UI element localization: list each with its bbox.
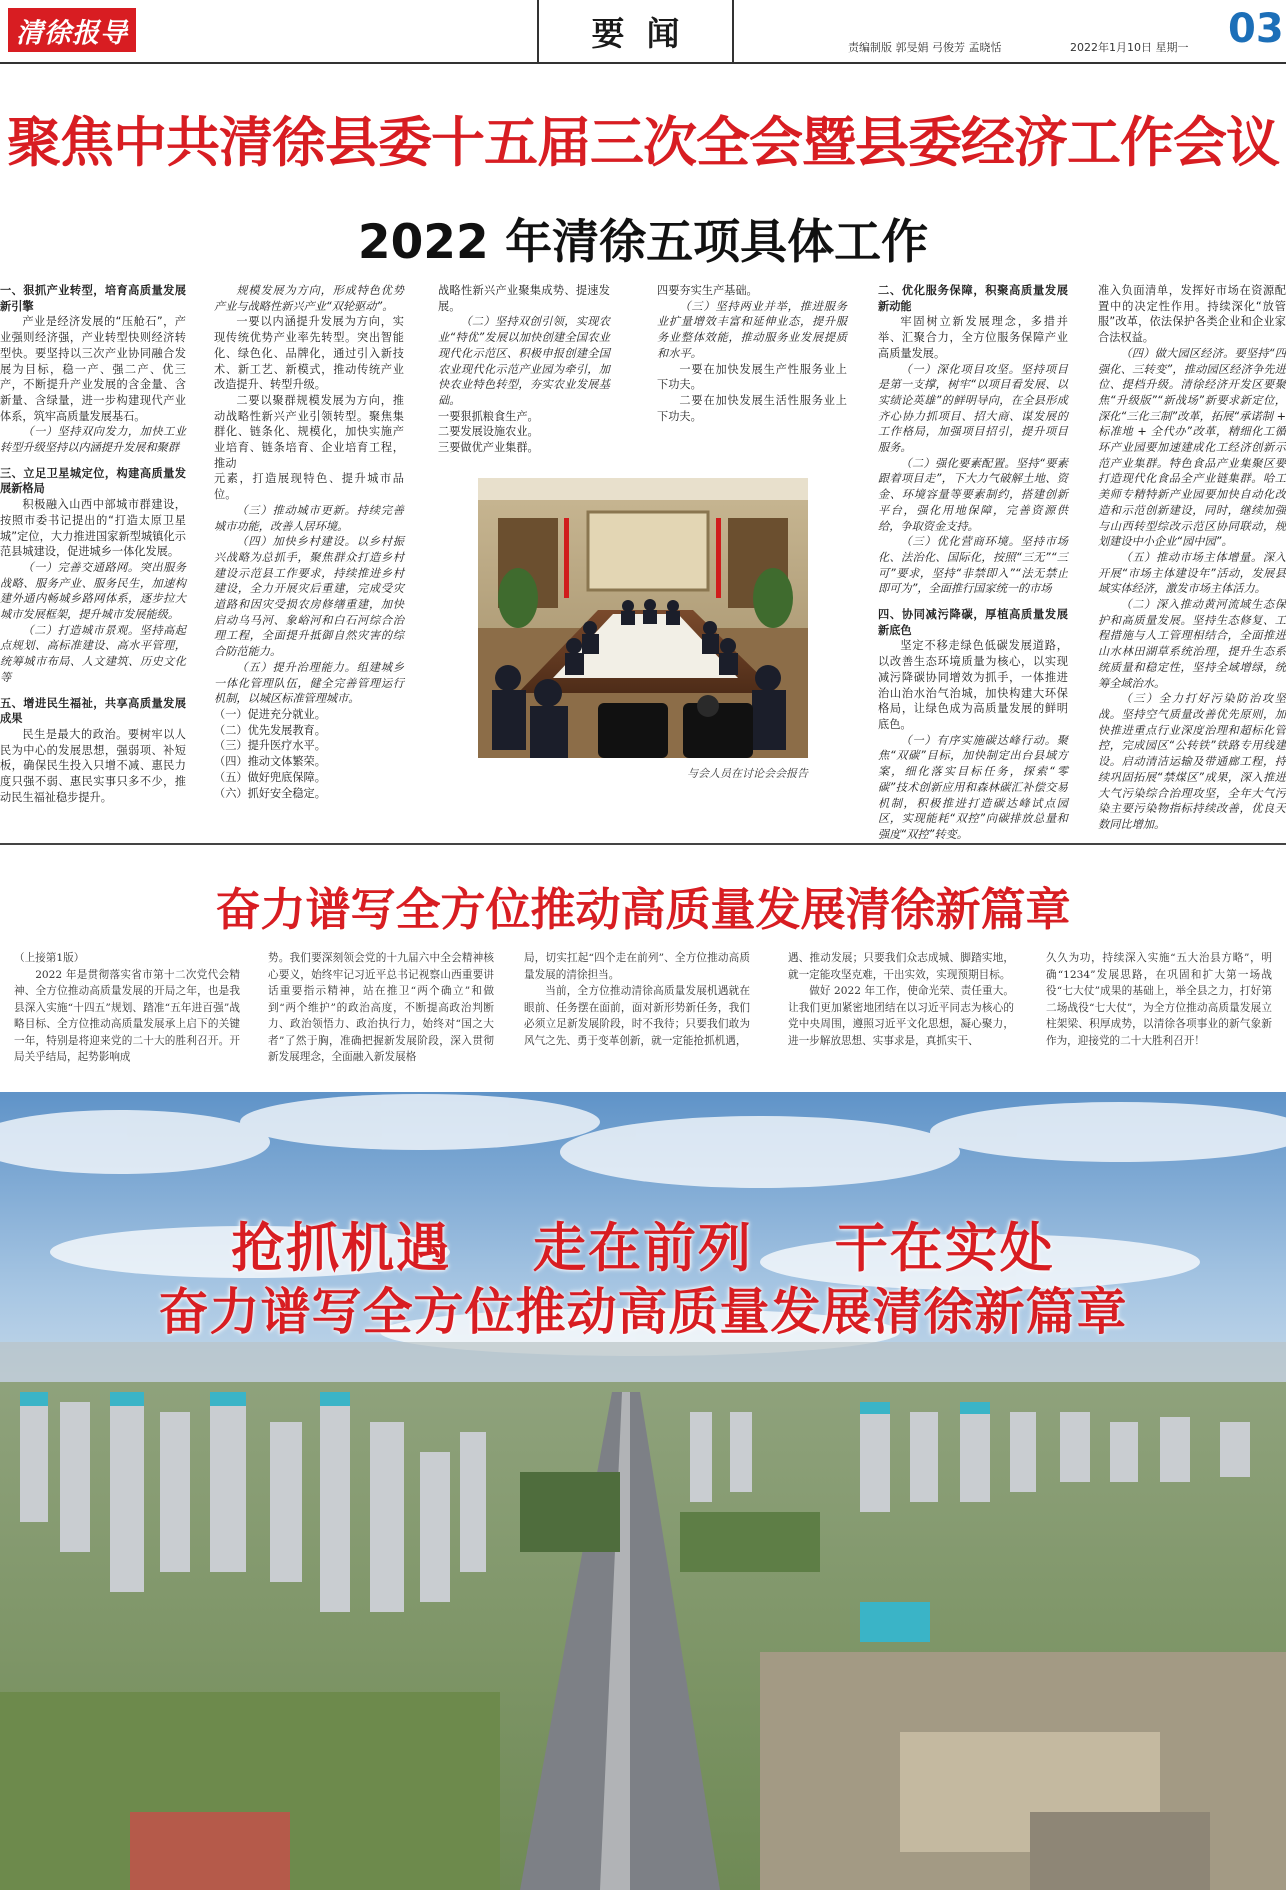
paragraph: （四）加快乡村建设。以乡村振兴战略为总抓手，聚焦群众打造乡村建设示范县工作要求，持续推进乡村建设，全力开展灾后重建，完成受灾道路和因灾受损农房修缮重建，加快启动乌马河、象峪河和白石河综合治理工程，全面提升抵御自然灾害的综合防范能力。 xyxy=(214,535,404,659)
section-heading: 一、狠抓产业转型，培育高质量发展新引擎 xyxy=(0,284,186,313)
paragraph: 战略性新兴产业聚集成势、提速发展。 xyxy=(438,284,610,313)
paragraph: （五）推动市场主体增量。深入开展“市场主体建设年”活动，发展县域实体经济，激发市场主体活力。 xyxy=(1098,550,1286,596)
paragraph: （三）坚持两业并举，推进服务业扩量增效丰富和延伸业态，提升服务业整体效能，推动服务业发展提质和水平。 xyxy=(657,299,847,360)
paragraph: （四）做大园区经济。要坚持“四强化、三转变”，推动园区经济争先进位、提档升级。清徐经济开发区要聚焦“升级版”“新战场”新要求新定位，深化“三化三制”改革，拓展“承诺制 + 标准地 + 全代办”改革，精细化工循环产业园要加速建成化工经济创新示范产业集群。特色食品产业集聚区要打造现代化食品全产业链集群。哈工美师专精特新产业园要加快自动化改造和示范创新建设，同时，继续加强与山西转型综改示范区协同联动，规划建设中小企业“园中园”。 xyxy=(1098,346,1286,549)
paragraph: （三）优化营商环境。坚持市场化、法治化、国际化，按照“三无”“三可”要求，坚持“非禁即入”“法无禁止即可为”，全面推行国家统一的市场 xyxy=(878,535,1068,596)
section-heading: 四、协同减污降碳，厚植高质量发展新底色 xyxy=(878,608,1068,637)
newspaper-logo: 清徐报导 xyxy=(8,8,136,52)
lower-column-1 xyxy=(14,950,240,1063)
section-heading: 二、优化服务保障，积聚高质量发展新动能 xyxy=(878,284,1068,313)
paragraph: 久久为功，持续深入实施“五大治县方略”，明确“1234”发展思路，在巩固和扩大第一场战役“七大仗”成果的基础上，举全县之力，打好第二场战役“七大仗”，为全方位推动高质量发展立柱架梁、积厚成势，以清徐各项事业的新气象新作为，迎接党的二十大胜利召开！ xyxy=(1046,952,1272,1047)
paragraph: （一）完善交通路网。突出服务战略、服务产业、服务民生，加速构建外通内畅城乡路网体系，逐步拉大城市发展框架，提升城市发展能级。 xyxy=(0,560,186,622)
paragraph: 二要在加快发展生活性服务业上下功夫。 xyxy=(657,393,847,423)
paragraph: 遇、推动发展；只要我们众志成城、脚踏实地，就一定能攻坚克难，干出实效，实现预期目标。 xyxy=(788,952,1014,981)
paragraph: 规模发展为方向，形成特色优势产业与战略性新兴产业“双轮驱动”。 xyxy=(214,284,404,313)
paragraph: 准入负面清单，发挥好市场在资源配置中的决定性作用。持续深化“放管服”改革，依法保护各类企业和企业家合法权益。 xyxy=(1098,284,1286,345)
section-heading: 五、增进民生福祉，共享高质量发展成果 xyxy=(0,696,186,726)
paragraph: 2022 年是贯彻落实省市第十二次党代会精神、全方位推动高质量发展的开局之年，也是我县深入实施“十四五”规划、踏准“五年进百强”战略目标、全方位推动高质量发展承上启下的关键一年，特别是将迎来党的二十大的胜利召开。开局关乎结局，起势影响成 xyxy=(14,968,240,1063)
paragraph: （五）做好兜底保障。 xyxy=(214,770,326,784)
editors-credit: 责编制版 郭旻娟 弓俊芳 孟晓恬 xyxy=(848,41,1002,54)
paragraph: 民生是最大的政治。要树牢以人民为中心的发展思想，强弱项、补短板，确保民生投入只增不减、惠民力度只强不弱、惠民实事只多不少，推动民生福祉稳步提升。 xyxy=(0,727,186,804)
paragraph: 势。我们要深刻领会党的十九届六中全会精神核心要义，始终牢记习近平总书记视察山西重要讲话重要指示精神，站在推卫“两个确立”和做到“两个维护”的政治高度，不断提高政治判断力、政治领悟力、政治执行力，始终对“国之大者”了然于胸，准确把握新发展阶段，深入贯彻新发展理念，全面融入新发展格 xyxy=(268,952,494,1063)
article-column-3 xyxy=(438,283,610,463)
article-column-1 xyxy=(0,283,186,804)
paragraph: 局，切实扛起“四个走在前列”、全方位推动高质量发展的清徐担当。 xyxy=(524,952,750,981)
paragraph: 二要以聚群规模发展为方向，推动战略性新兴产业引领转型。聚焦集群化、链条化、规模化，加快实施产业培育、链条培育、企业培育工程，推动 xyxy=(214,393,404,470)
section-headline: 奋力谱写全方位推动高质量发展清徐新篇章 xyxy=(215,883,1071,936)
paragraph: 牢固树立新发展理念，多措并举、汇聚合力，全方位服务保障产业高质量发展。 xyxy=(878,315,1068,360)
paragraph: （五）提升治理能力。组建城乡一体化管理队伍，健全完善管理运行机制，以城区标准管理城市。 xyxy=(214,660,404,706)
banner-slogan-line-2: 奋力谱写全方位推动高质量发展清徐新篇章 xyxy=(158,1282,1128,1341)
article-column-2 xyxy=(214,283,404,800)
article-column-5 xyxy=(878,283,1068,841)
banner-slogan-line-1: 抢抓机遇 走在前列 干在实处 xyxy=(231,1217,1055,1279)
sub-headline: 2022 年清徐五项具体工作 xyxy=(357,215,929,270)
paragraph: （一）促进充分就业。 xyxy=(214,707,326,721)
paragraph: 积极融入山西中部城市群建设，按照市委书记提出的“打造太原卫星城”定位，大力推进国家新型城镇化示范县城建设，促进城乡一体化发展。 xyxy=(0,498,186,559)
issue-date: 2022年1月10日 星期一 xyxy=(1070,41,1189,54)
paragraph: （三）提升医疗水平。 xyxy=(214,739,326,753)
paragraph: 四要夯实生产基础。 xyxy=(657,284,758,297)
photo-caption: 与会人员在讨论会会报告 xyxy=(687,767,808,780)
paragraph: 一要以内涵提升发展为方向，实现传统优势产业率先转型。突出智能化、绿色化、品牌化，通过引入新技术、新工艺、新模式，推动传统产业改造提升、转型升级。 xyxy=(214,315,404,392)
paragraph: （二）强化要素配置。坚持“要素跟着项目走”，下大力气破解土地、资金、环境容量等要素制约，搭建创新平台，强化用地保障，完善资源供给，争取资金支持。 xyxy=(878,456,1068,533)
paragraph: （一）坚持双向发力，加快工业转型升级坚持以内涵提升发展和聚群 xyxy=(0,425,186,455)
lower-column-5 xyxy=(1046,950,1272,1060)
paragraph: 元素，打造展现特色、提升城市品位。 xyxy=(214,472,404,502)
main-headline: 聚焦中共清徐县委十五届三次全会暨县委经济工作会议 xyxy=(7,110,1279,174)
section-heading: 三、立足卫星城定位，构建高质量发展新格局 xyxy=(0,466,186,496)
paragraph: （二）深入推动黄河流域生态保护和高质量发展。坚持生态修复、工程措施与人工管理相结合，全面推进山水林田湖草系统治理，提升生态系统质量和稳定性，坚持全域增绿，统筹全域治水。 xyxy=(1098,598,1286,690)
lower-column-3 xyxy=(524,950,750,1060)
paragraph: 二要发展设施农业。 xyxy=(438,425,539,439)
paragraph: 坚定不移走绿色低碳发展道路，以改善生态环境质量为核心，以实现减污降碳协同增效为抓手，一体推进治山治水治气治城，加快构建大环保格局，让绿色成为高质量发展的鲜明底色。 xyxy=(878,639,1068,731)
paragraph: 三要做优产业集群。 xyxy=(438,441,539,455)
section-divider xyxy=(0,843,1286,845)
paragraph: 一要在加快发展生产性服务业上下功夫。 xyxy=(657,362,847,392)
lower-column-2 xyxy=(268,950,494,1063)
paragraph: 一要狠抓粮食生产。 xyxy=(438,409,539,423)
paragraph: （三）全力打好污染防治攻坚战。坚持空气质量改善优先原则，加快推进重点行业深度治理和超标化管控，完成园区“公转铁”铁路专用线建设。启动清洁运输及带通廊工程，持续巩固拓展“禁煤区”成果，深入推进大气污染综合治理攻坚，全年大气污染主要污染物指标持续改善，优良天数同比增加。 xyxy=(1098,692,1286,831)
section-title: 要闻 xyxy=(537,0,734,62)
paragraph: （三）推动城市更新。持续完善城市功能，改善人居环境。 xyxy=(214,503,404,533)
paragraph: （上接第1版） xyxy=(14,952,85,964)
paragraph: 产业是经济发展的“压舱石”，产业强则经济强，产业转型快则经济转型快。要坚持以三次产业协同融合发展为目标，稳一产、强二产、优三产，不断提升产业发展的含金量、含新量、含绿量，进一步构建现代产业体系，筑牢高质量发展基石。 xyxy=(0,315,186,423)
header-rule xyxy=(0,62,1286,64)
paragraph: （二）坚持双创引领，实现农业“特优”发展以加快创建全国农业现代化示范区、积极申报创建全国农业现代化示范产业园为牵引，加快农业特色转型，夯实农业发展基础。 xyxy=(438,315,610,407)
paragraph: （六）抓好安全稳定。 xyxy=(214,786,326,800)
article-column-6 xyxy=(1098,283,1286,831)
lower-column-4 xyxy=(788,950,1014,1060)
paragraph: （一）有序实施碳达峰行动。聚焦“双碳”目标，加快制定出台县域方案，细化落实目标任务，探索“零碳”技术创新应用和森林碳汇补偿交易机制，积极推进打造碳达峰试点园区，实现能耗“双控”向碳排放总量和强度“双控”转变。 xyxy=(878,733,1068,841)
paragraph: （二）打造城市景观。坚持高起点规划、高标准建设、高水平管理，统筹城市布局、人文建筑、历史文化等 xyxy=(0,623,186,684)
paragraph: 当前，全方位推动清徐高质量发展机遇就在眼前、任务摆在面前，面对新形势新任务，我们必须立足新发展阶段，时不我待；只要我们敢为风气之先、勇于变革创新，就一定能抢抓机遇， xyxy=(524,985,750,1047)
article-column-4 xyxy=(657,283,847,463)
paragraph: 做好 2022 年工作，使命光荣、责任重大。让我们更加紧密地团结在以习近平同志为核心的党中央周围，遵照习近平文化思想，凝心聚力，进一步解放思想、实事求是，真抓实干、 xyxy=(788,985,1014,1047)
page-number: 03 xyxy=(1228,6,1284,52)
paragraph: （二）优先发展教育。 xyxy=(214,723,326,737)
meeting-photo xyxy=(478,478,808,758)
paragraph: （一）深化项目攻坚。坚持项目是第一支撑，树牢“以项目看发展、以实绩论英雄”的鲜明导向，在全县形成齐心协力抓项目、招大商、谋发展的工作格局，加强项目招引，提升项目服务。 xyxy=(878,362,1068,455)
paragraph: （四）推动文体繁荣。 xyxy=(214,755,326,769)
